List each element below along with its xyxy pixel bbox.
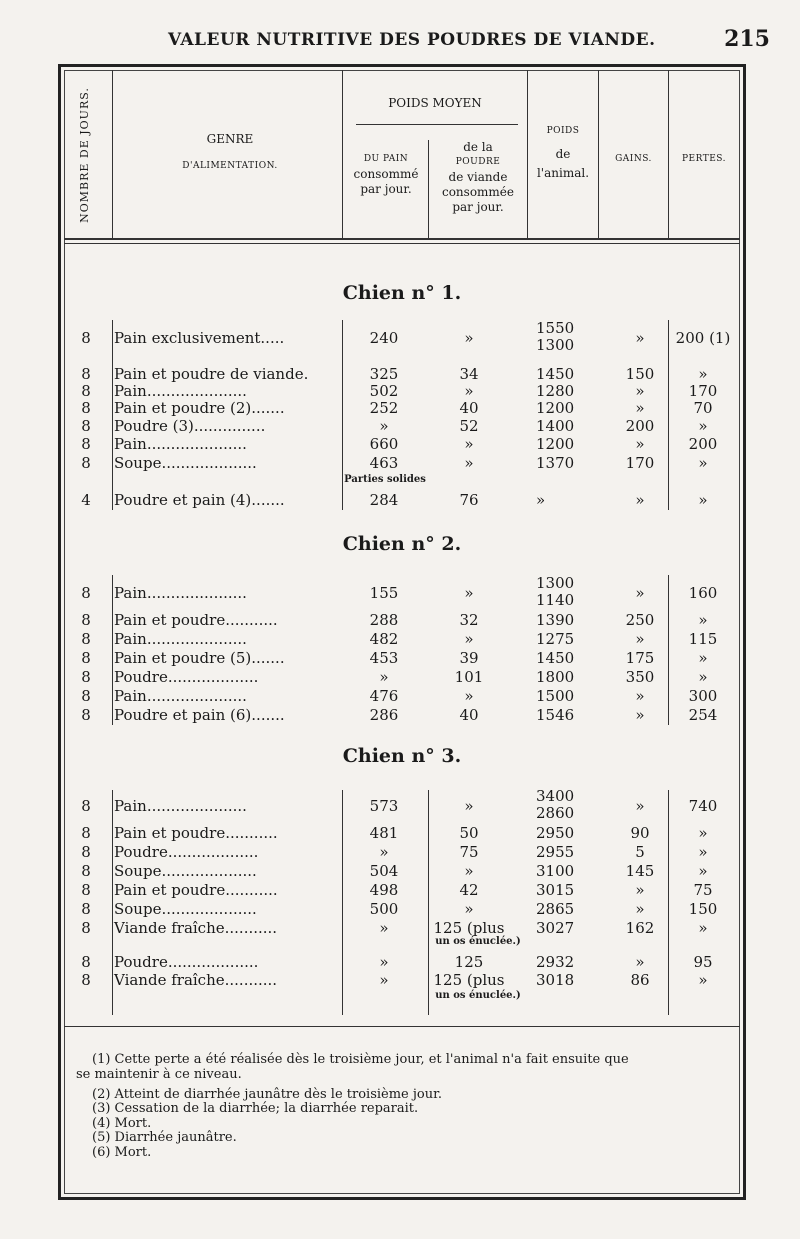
cell-poudre: 50 <box>459 824 479 842</box>
cell-gains: » <box>635 797 645 815</box>
cell-poudre: 40 <box>459 706 479 724</box>
cell-gains: » <box>635 584 645 602</box>
table-row <box>64 453 740 473</box>
table-row <box>64 880 740 900</box>
cell-note: un os énuclée.) <box>435 936 521 947</box>
cell-pain: 453 <box>369 649 399 667</box>
cell-poids: » <box>536 491 546 509</box>
cell-pertes: » <box>698 824 708 842</box>
cell-poudre: » <box>464 900 474 918</box>
cell-genre: Pain..................... <box>114 630 247 648</box>
table-row <box>64 918 740 938</box>
cell-gains: » <box>635 881 645 899</box>
cell-genre: Pain et poudre de viande. <box>114 365 309 383</box>
cell-poids: 2950 <box>536 824 575 842</box>
cell-genre: Poudre (3)............... <box>114 417 266 435</box>
cell-pain: 286 <box>369 706 399 724</box>
footnote-rule <box>64 1026 740 1027</box>
cell-pain: 252 <box>369 399 399 417</box>
cell-pain: 504 <box>369 862 399 880</box>
cell-pain: » <box>379 417 389 435</box>
cell-poids: 1500 <box>536 687 575 705</box>
cell-gains: 175 <box>625 649 655 667</box>
cell-poudre: 40 <box>459 399 479 417</box>
cell-gains: » <box>635 706 645 724</box>
footnote: (3) Cessation de la diarrhée; la diarrhée reparait. <box>92 1101 419 1116</box>
table-row <box>64 842 740 862</box>
cell-pain: 573 <box>369 797 399 815</box>
cell-gains: » <box>635 953 645 971</box>
cell-days: 8 <box>81 971 91 989</box>
cell-genre: Soupe.................... <box>114 900 257 918</box>
table-row <box>64 574 740 609</box>
cell-pertes: 740 <box>688 797 718 815</box>
footnote: (6) Mort. <box>92 1145 152 1160</box>
cell-poids: 3015 <box>536 881 575 899</box>
page-number: 215 <box>724 26 770 52</box>
footnote: se maintenir à ce niveau. <box>76 1067 242 1082</box>
cell-genre: Soupe.................... <box>114 454 257 472</box>
cell-pertes: 300 <box>688 687 718 705</box>
header-genre-2: D'ALIMENTATION. <box>182 161 278 171</box>
cell-gains: 150 <box>625 365 655 383</box>
cell-pertes: » <box>698 971 708 989</box>
cell-days: 8 <box>81 862 91 880</box>
cell-pain: 325 <box>369 365 399 383</box>
table-row <box>64 667 740 687</box>
table-row <box>64 490 740 510</box>
cell-gains: 200 <box>625 417 655 435</box>
cell-genre: Poudre................... <box>114 953 259 971</box>
cell-note: Parties solides <box>344 474 426 485</box>
cell-poudre: » <box>464 584 474 602</box>
table-row <box>64 434 740 454</box>
header-poudre-3: de viande <box>448 170 508 184</box>
cell-pain: 660 <box>369 435 399 453</box>
cell-pertes: 70 <box>693 399 713 417</box>
cell-days: 8 <box>81 329 91 347</box>
cell-poids: 1390 <box>536 611 575 629</box>
cell-poids: 3400 2860 <box>536 787 575 822</box>
col-divider <box>342 70 343 240</box>
cell-genre: Poudre................... <box>114 843 259 861</box>
header-poudre-2: POUDRE <box>455 157 501 167</box>
cell-pertes: 170 <box>688 382 718 400</box>
cell-days: 8 <box>81 417 91 435</box>
cell-days: 8 <box>81 365 91 383</box>
cell-days: 8 <box>81 919 91 937</box>
section-title: Chien n° 3. <box>342 745 462 767</box>
cell-genre: Pain et poudre........... <box>114 824 278 842</box>
cell-pain: 502 <box>369 382 399 400</box>
cell-genre: Viande fraîche........... <box>114 919 278 937</box>
cell-pain: 476 <box>369 687 399 705</box>
cell-pertes: » <box>698 611 708 629</box>
cell-pain: 155 <box>369 584 399 602</box>
footnote: (5) Diarrhée jaunâtre. <box>92 1130 237 1145</box>
table-row <box>64 952 740 972</box>
cell-pertes: » <box>698 417 708 435</box>
cell-poids: 2955 <box>536 843 575 861</box>
header-poudre-1: de la <box>463 140 493 154</box>
cell-gains: 86 <box>630 971 650 989</box>
table-row <box>64 319 740 354</box>
cell-gains: 170 <box>625 454 655 472</box>
cell-gains: » <box>635 329 645 347</box>
table-row <box>64 416 740 436</box>
cell-genre: Pain exclusivement..... <box>114 329 285 347</box>
cell-pertes: » <box>698 862 708 880</box>
cell-poudre: 101 <box>454 668 484 686</box>
cell-genre: Pain et poudre (5)....... <box>114 649 285 667</box>
cell-days: 8 <box>81 687 91 705</box>
header-pertes: PERTES. <box>681 154 727 164</box>
cell-pertes: » <box>698 668 708 686</box>
cell-pertes: 200 <box>688 435 718 453</box>
cell-poids: 1300 1140 <box>536 574 575 609</box>
cell-pertes: 115 <box>688 630 718 648</box>
cell-genre: Soupe.................... <box>114 862 257 880</box>
cell-poids: 1800 <box>536 668 575 686</box>
cell-gains: » <box>635 900 645 918</box>
cell-pertes: » <box>698 365 708 383</box>
cell-poids: 3027 <box>536 919 575 937</box>
table-row <box>64 861 740 881</box>
cell-genre: Viande fraîche........... <box>114 971 278 989</box>
cell-pertes: » <box>698 491 708 509</box>
header-pain-3: par jour. <box>360 182 412 196</box>
header-poudre-5: par jour. <box>452 200 504 214</box>
cell-pain: » <box>379 919 389 937</box>
cell-pain: 481 <box>369 824 399 842</box>
footnote: (1) Cette perte a été réalisée dès le troisième jour, et l'animal n'a fait ensuite que <box>92 1052 629 1067</box>
header-pain <box>344 152 428 197</box>
cell-genre: Pain..................... <box>114 584 247 602</box>
cell-days: 8 <box>81 824 91 842</box>
cell-poudre: 125 <box>454 953 484 971</box>
cell-poids: 2865 <box>536 900 575 918</box>
cell-poudre: 34 <box>459 365 479 383</box>
header-poudre-4: consommée <box>441 185 515 199</box>
running-title: VALEUR NUTRITIVE DES POUDRES DE VIANDE. <box>168 30 656 50</box>
cell-gains: 145 <box>625 862 655 880</box>
cell-poids: 1400 <box>536 417 575 435</box>
table-row <box>64 398 740 418</box>
cell-days: 8 <box>81 881 91 899</box>
header-nombre: NOMBRE DE JOURS. <box>78 87 91 223</box>
col-divider <box>112 70 113 240</box>
cell-poids: 1275 <box>536 630 575 648</box>
header-poids-moyen: POIDS MOYEN <box>388 96 482 110</box>
cell-gains: 90 <box>630 824 650 842</box>
footnote: (2) Atteint de diarrhée jaunâtre dès le troisième jour. <box>92 1087 443 1102</box>
cell-genre: Pain..................... <box>114 435 247 453</box>
header-pain-1: DU PAIN <box>363 154 409 164</box>
cell-poudre: » <box>464 329 474 347</box>
cell-pertes: » <box>698 843 708 861</box>
poids-moyen-rule <box>356 124 518 125</box>
cell-poudre: 39 <box>459 649 479 667</box>
cell-poudre: 76 <box>459 491 479 509</box>
cell-poids: 3100 <box>536 862 575 880</box>
cell-gains: 5 <box>635 843 645 861</box>
header-gains: GAINS. <box>615 154 652 164</box>
table-row <box>64 686 740 706</box>
cell-days: 8 <box>81 435 91 453</box>
cell-genre: Pain..................... <box>114 687 247 705</box>
cell-pain: 240 <box>369 329 399 347</box>
header-rule <box>64 243 740 244</box>
cell-genre: Poudre et pain (6)....... <box>114 706 285 724</box>
table-row <box>64 648 740 668</box>
table-row <box>64 610 740 630</box>
cell-days: 8 <box>81 454 91 472</box>
cell-poids: 1546 <box>536 706 575 724</box>
cell-gains: » <box>635 435 645 453</box>
section-title: Chien n° 2. <box>342 533 462 555</box>
footnote: (4) Mort. <box>92 1116 152 1131</box>
cell-gains: » <box>635 491 645 509</box>
cell-days: 8 <box>81 611 91 629</box>
header-rule <box>64 238 740 240</box>
cell-poids: 1450 <box>536 365 575 383</box>
cell-gains: » <box>635 630 645 648</box>
cell-poudre: » <box>464 862 474 880</box>
cell-days: 4 <box>81 491 91 509</box>
cell-poudre: » <box>464 435 474 453</box>
cell-pain: 498 <box>369 881 399 899</box>
cell-pain: » <box>379 668 389 686</box>
table-row <box>64 705 740 725</box>
table-row <box>64 899 740 919</box>
cell-days: 8 <box>81 797 91 815</box>
cell-genre: Poudre et pain (4)....... <box>114 491 285 509</box>
cell-poudre: » <box>464 630 474 648</box>
table-row <box>64 787 740 822</box>
cell-genre: Pain..................... <box>114 797 247 815</box>
cell-pain: 500 <box>369 900 399 918</box>
cell-poids: 1550 1300 <box>536 319 575 354</box>
cell-days: 8 <box>81 584 91 602</box>
cell-poudre: 75 <box>459 843 479 861</box>
cell-pertes: 75 <box>693 881 713 899</box>
cell-pertes: 150 <box>688 900 718 918</box>
cell-pain: 463 <box>369 454 399 472</box>
cell-days: 8 <box>81 630 91 648</box>
cell-poudre: » <box>464 797 474 815</box>
table-row <box>64 823 740 843</box>
cell-poudre: » <box>464 687 474 705</box>
section-title: Chien n° 1. <box>342 282 462 304</box>
cell-days: 8 <box>81 900 91 918</box>
cell-gains: 162 <box>625 919 655 937</box>
cell-gains: 350 <box>625 668 655 686</box>
cell-genre: Poudre................... <box>114 668 259 686</box>
cell-genre: Pain et poudre........... <box>114 611 278 629</box>
cell-poids: 1370 <box>536 454 575 472</box>
cell-poudre: 125 (plus <box>433 919 505 937</box>
cell-pain: » <box>379 843 389 861</box>
cell-poids: 2932 <box>536 953 575 971</box>
cell-pertes: » <box>698 649 708 667</box>
page-header <box>0 26 800 58</box>
cell-days: 8 <box>81 706 91 724</box>
cell-pertes: 254 <box>688 706 718 724</box>
cell-pain: » <box>379 953 389 971</box>
cell-pertes: » <box>698 919 708 937</box>
cell-poudre: » <box>464 382 474 400</box>
cell-poids: 1450 <box>536 649 575 667</box>
cell-gains: » <box>635 687 645 705</box>
cell-pain: 482 <box>369 630 399 648</box>
table-row <box>64 629 740 649</box>
cell-note: un os énuclée.) <box>435 990 521 1001</box>
cell-days: 8 <box>81 399 91 417</box>
cell-poids: 1200 <box>536 435 575 453</box>
header-genre-1: GENRE <box>206 132 254 146</box>
header-poids-3: l'animal. <box>536 166 590 180</box>
cell-poids: 1200 <box>536 399 575 417</box>
cell-poudre: 125 (plus <box>433 971 505 989</box>
cell-pain: 288 <box>369 611 399 629</box>
cell-pain: 284 <box>369 491 399 509</box>
cell-days: 8 <box>81 668 91 686</box>
cell-gains: 250 <box>625 611 655 629</box>
header-genre <box>140 132 320 174</box>
header-poids-2: de <box>555 147 571 161</box>
header-poids-1: POIDS <box>546 126 580 136</box>
cell-gains: » <box>635 382 645 400</box>
cell-gains: » <box>635 399 645 417</box>
cell-days: 8 <box>81 843 91 861</box>
header-poids <box>528 124 598 181</box>
cell-genre: Pain et poudre (2)....... <box>114 399 285 417</box>
table-row <box>64 970 740 990</box>
cell-genre: Pain..................... <box>114 382 247 400</box>
cell-poudre: » <box>464 454 474 472</box>
header-poudre <box>429 140 527 215</box>
cell-days: 8 <box>81 649 91 667</box>
cell-days: 8 <box>81 953 91 971</box>
cell-genre: Pain et poudre........... <box>114 881 278 899</box>
cell-pertes: 200 (1) <box>675 329 731 347</box>
cell-pain: » <box>379 971 389 989</box>
cell-poudre: 32 <box>459 611 479 629</box>
cell-poids: 3018 <box>536 971 575 989</box>
header-pain-2: consommé <box>353 167 419 181</box>
cell-poids: 1280 <box>536 382 575 400</box>
cell-pertes: » <box>698 454 708 472</box>
cell-pertes: 160 <box>688 584 718 602</box>
cell-days: 8 <box>81 382 91 400</box>
cell-poudre: 42 <box>459 881 479 899</box>
cell-pertes: 95 <box>693 953 713 971</box>
cell-poudre: 52 <box>459 417 479 435</box>
